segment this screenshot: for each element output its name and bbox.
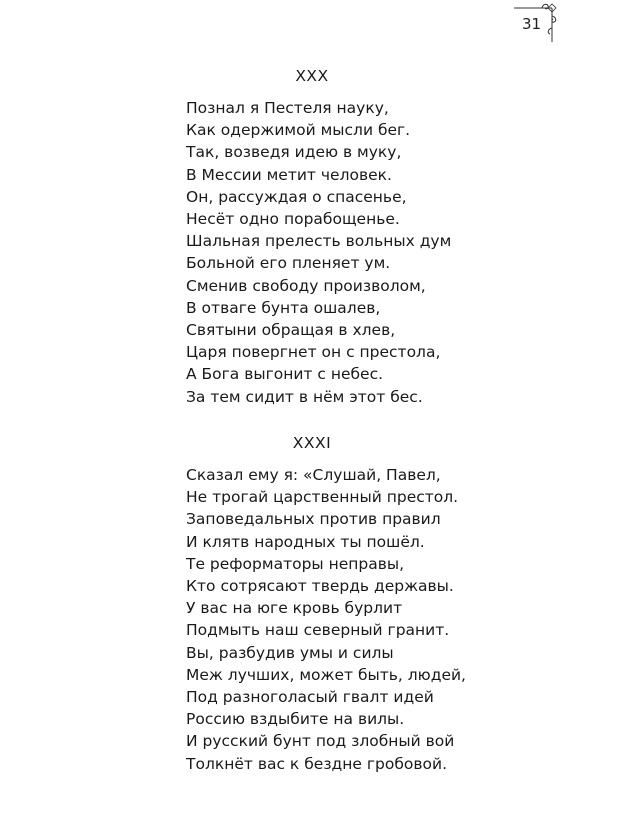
section-title: XXXI xyxy=(292,434,332,452)
verse-line: Вы, разбудив умы и силы xyxy=(186,643,394,662)
verse-line: Сказал ему я: «Слушай, Павел, xyxy=(186,466,441,484)
verse-line: Больной его пленяет ум. xyxy=(186,254,391,273)
verse-line: И русский бунт под злобный вой xyxy=(186,732,455,751)
verse-line: Несёт одно порабощенье. xyxy=(186,210,400,229)
verse-line: Царя повергнет он с престола, xyxy=(186,343,441,362)
verse-line: За тем сидит в нём этот бес. xyxy=(186,387,423,406)
verse-line: Россию вздыбите на вилы. xyxy=(186,710,405,729)
verse-line: Шальная прелесть вольных дум xyxy=(186,232,452,251)
verse-line: Сменив свободу произволом, xyxy=(186,276,426,295)
verse-line: Познал я Пестеля науку, xyxy=(186,99,389,117)
poem-section xyxy=(0,66,624,408)
verse-line: Те реформаторы неправы, xyxy=(186,554,405,573)
verse-stanza xyxy=(0,97,624,408)
verse-line: И клятв народных ты пошёл. xyxy=(186,532,425,551)
verse-line: Так, возведя идею в муку, xyxy=(186,143,402,162)
verse-line: Как одержимой мысли бег. xyxy=(186,121,411,140)
section-title: XXX xyxy=(295,67,329,85)
verse-line: Меж лучших, может быть, людей, xyxy=(186,665,466,684)
verse-line: Под разноголасый гвалт идей xyxy=(186,688,434,707)
verse-line: Он, рассуждая о спасенье, xyxy=(186,187,407,206)
verse-line: Святыни обращая в хлев, xyxy=(186,321,396,340)
verse-line: Кто сотрясают твердь державы. xyxy=(186,577,454,596)
verse-line: Не трогай царственный престол. xyxy=(186,488,459,507)
verse-line: А Бога выгонит с небес. xyxy=(186,365,384,384)
poem-section xyxy=(0,433,624,775)
verse-line: Заповедальных против правил xyxy=(186,510,441,529)
verse-line: В отваге бунта ошалев, xyxy=(186,298,381,317)
verse-line: Толкнёт вас к бездне гробовой. xyxy=(186,754,447,773)
verse-line: У вас на юге кровь бурлит xyxy=(186,599,403,618)
verse-stanza xyxy=(0,464,624,775)
page-number: 31 xyxy=(522,15,542,33)
verse-line: Подмыть наш северный гранит. xyxy=(186,621,450,640)
verse-line: В Мессии метит человек. xyxy=(186,165,392,184)
